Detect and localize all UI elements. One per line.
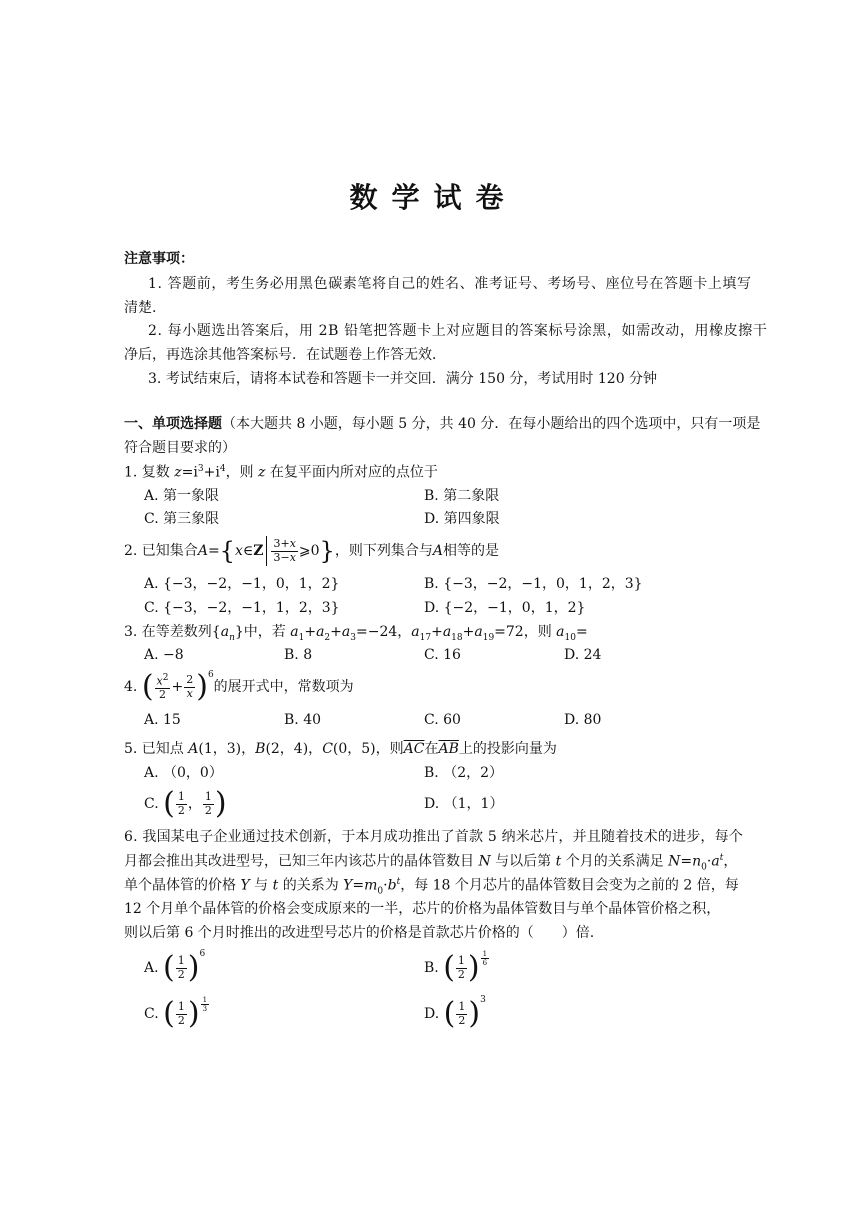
- q6-line-3: 单个晶体管的价格 Y 与 t 的关系为 $Y=m_0\cdot b^t$，每 18 个月芯片的晶体管数目会变为之前的 2 倍，每: [124, 877, 739, 897]
- page-title: 数学试卷: [349, 181, 518, 214]
- q6-option-a: A. ( $\frac{1}{2}$ ) $^6$: [144, 949, 206, 985]
- q3-option-b: B. 8: [284, 647, 313, 663]
- q2-option-a: A. {−3，−2，−1，0，1，2}: [144, 576, 340, 592]
- notice-item-3: 3. 考试结束后，请将本试卷和答题卡一并交回．满分 150 分，考试用时 120 分钟: [148, 371, 658, 387]
- question-3-stem: 3. 在等差数列$\{a_n\}$中，若 $a_1+a_2+a_3=-24$，$a_{17}+a_{18}+a_{19}=72$，则 $a_{10}=$: [124, 624, 588, 643]
- q6-line-2: 月都会推出其改进型号，已知三年内该芯片的晶体管数目 N 与以后第 t 个月的关系满足 $N=n_0\cdot a^t$，: [124, 853, 738, 873]
- question-5-stem: 5. 已知点 A(1，3)，B(2，4)，C(0，5)，则$\overline{AC}$在$\overline{AB}$上的投影向量为: [124, 741, 557, 757]
- q4-option-c: C. 60: [424, 712, 461, 728]
- q2-option-c: C. {−3，−2，−1，1，2，3}: [144, 600, 340, 616]
- q4-option-a: A. 15: [144, 712, 181, 728]
- q6-line-1: 6. 我国某电子企业通过技术创新，于本月成功推出了首款 5 纳米芯片，并且随着技术的进步，每个: [124, 829, 744, 845]
- notice-item-1: 1. 答题前，考生务必用黑色碳素笔将自己的姓名、准考证号、考场号、座位号在答题卡上填写: [148, 276, 752, 292]
- q6-option-d: D. ( $\frac{1}{2}$ ) $^3$: [424, 995, 486, 1031]
- notice-item-2: 2. 每小题选出答案后，用 2B 铅笔把答题卡上对应题目的答案标号涂黑，如需改动，用橡皮擦干: [148, 323, 768, 339]
- question-4-stem: 4. ( $\frac{x^2}{2}$ + $\frac{2}{x}$ ) $^6$ 的展开式中，常数项为: [124, 669, 354, 704]
- q1-option-d: D. 第四象限: [424, 511, 500, 527]
- q1-option-a: A. 第一象限: [144, 488, 220, 504]
- q5-option-a: A. （0，0）: [144, 765, 223, 781]
- notice-heading: 注意事项：: [124, 251, 194, 267]
- q3-option-d: D. 24: [564, 647, 602, 663]
- q1-option-b: B. 第二象限: [424, 488, 500, 504]
- notice-item-2-cont: 净后，再选涂其他答案标号．在试题卷上作答无效．: [124, 347, 446, 363]
- q6-line-5: 则以后第 6 个月时推出的改进型号芯片的价格是首款芯片价格的（ ）倍.: [124, 925, 595, 941]
- q6-option-b: B. ( $\frac{1}{2}$ ) $\frac{1}{6}$: [424, 950, 488, 985]
- q5-option-d: D. （1，1）: [424, 796, 504, 812]
- q5-option-c: C. ( $\frac{1}{2}$ ， $\frac{1}{2}$ ): [144, 786, 227, 821]
- q2-option-b: B. {−3，−2，−1，0，1，2，3}: [424, 576, 643, 592]
- q6-option-c: C. ( $\frac{1}{2}$ ) $\frac{1}{3}$: [144, 996, 208, 1031]
- q3-option-a: A. −8: [144, 647, 184, 663]
- section-1-desc-cont: 符合题目要求的）: [124, 440, 236, 456]
- q4-option-b: B. 40: [284, 712, 322, 728]
- section-1-heading: 一、单项选择题: [124, 416, 222, 432]
- q4-option-d: D. 80: [564, 712, 602, 728]
- q3-option-c: C. 16: [424, 647, 461, 663]
- section-1-desc: （本大题共 8 小题，每小题 5 分，共 40 分．在每小题给出的四个选项中，只有一项是: [222, 416, 761, 432]
- section-1-heading-line: [124, 417, 760, 431]
- notice-item-1-cont: 清楚.: [124, 300, 157, 316]
- question-1-stem: 1. 复数 $z=i^3+i^4$，则 z 在复平面内所对应的点位于: [124, 464, 438, 481]
- q6-line-4: 12 个月单个晶体管的价格会变成原来的一半，芯片的价格为晶体管数目与单个晶体管价格之积，: [124, 901, 721, 917]
- q1-option-c: C. 第三象限: [144, 511, 220, 527]
- question-2-stem: 2. 已知集合 A = { x ∈ Z $\frac{3+x}{3-x}$ ⩾0 } ，则下列集合与 A 相等的是: [124, 536, 499, 565]
- q5-option-b: B. （2，2）: [424, 765, 504, 781]
- q2-option-d: D. {−2，−1，0，1，2}: [424, 600, 586, 616]
